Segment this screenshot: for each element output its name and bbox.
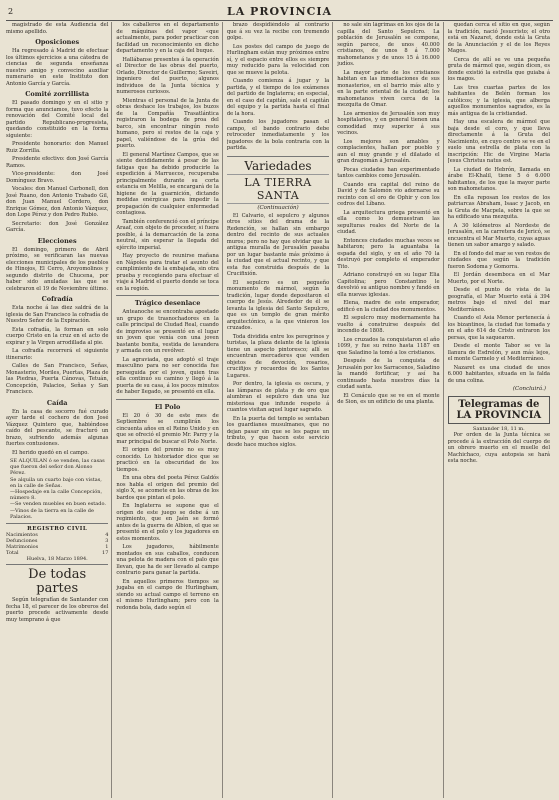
article-continuation: (Continuación): [257, 204, 299, 211]
paragraph: Los armenios de Jerusalén son muy hospitalarios, y en general tienen una comodidad muy superior á sus vecinos.: [337, 110, 440, 136]
column-5: [448, 22, 553, 798]
paragraph: Las tres cuartas partes de los habitantes de Belén forman los católicos; y la iglesia, que alberga aquellos monumentos sagrados, es la más antigua de la cristiandad.: [447, 84, 551, 117]
paragraph: Presidente honorario: don Manuel Ruiz Zorrilla.: [6, 141, 109, 154]
paragraph: Elena, madre de este emperador, edificó en la ciudad dos monumentos.: [337, 300, 440, 313]
paragraph: En una obra del poeta Pérez Galdós nos habla el origen del premio del siglo X, se acomete en las obras de los bardos que pintan el polo.: [116, 475, 219, 501]
paragraph: Hay proyecto de reunirse mañana en Nápoles para tratar el asunto del cumplimiento de la embajada, sin otra prueba y recogiendo para efectuar el viaje á Madrid el puerto donde se toca en la región.: [116, 253, 219, 292]
newspaper-title: LA PROVINCIA: [226, 5, 333, 18]
paragraph: También conferenció con el príncipe Araaf, con objeto de proceder, si fuera posible, á la demarcación de la zona neutral, sin esperar la llegada del ejército imperial.: [116, 218, 219, 251]
registry-date: Huelva, 18 Marzo 1894.: [26, 556, 88, 563]
table-row: Total 17: [6, 550, 109, 557]
paragraph: Vice-presidente: don José Domínguez Bravo.: [6, 171, 109, 184]
columns: [6, 22, 553, 798]
paragraph: Desde el monte Tabor se ve la llanura de Esdrelón, y aun más lejos, el monte Carmelo y el Mediterráneo.: [447, 343, 551, 362]
paragraph: Cuando comienza á jugar y la partida, y el tiempo de los exámenes del partido de Inglaterra; en especial, en el caso del capitán, sale el capitán del equipo y la partida hasta el final de la hora.: [226, 78, 330, 117]
paragraph: El Calvario, el sepulcro y algunos otros sitios del drama de la Redención, se hallan sin embargo dentro del recinto de sus actuales muros; pero no hay que olvidar que la antigua muralla de Jerusalén pasaba por un lugar bastante más próximo á la ciudad que el actual recinto, y que esta fue construida después de la Crucifixión.: [226, 212, 330, 277]
paragraph: Anteanoche se encontraba apostado un grupo de trasnochadores en la calle principal de Ciudad Real, cuando de improviso se presentó en el lugar un joven que venía con una joven bastante bonita, vestida de lavandera y armada con un revólver.: [116, 309, 219, 354]
paragraph: magistrado de esta Audiencia del mismo apellido.: [6, 22, 109, 35]
page-number: 2: [8, 7, 14, 16]
dateline: Santander 18, 11 m.: [472, 426, 525, 432]
paragraph: Presidente efectivo: don José García Ramos.: [6, 156, 109, 169]
paragraph: Por dentro, la iglesia es oscura, y las lámparas de plata y de oro que alumbran el sepulcro dan una luz misteriosa que infunde respeto á cuantos visitan aquel lugar sagrado.: [226, 381, 330, 413]
paragraph: Secretario: don José González García.: [6, 220, 109, 233]
paragraph: El sepulcro es un pequeño monumento de mármol, según la tradición, lugar donde depositaron el cuerpo de Jesús. Alrededor de él se levanta la iglesia del Santo Sepulcro, que es un templo de gran mérito arquitectónico, a la que vinieron los cruzados.: [226, 279, 330, 331]
paragraph: En el fondo del mar se ven restos de ciudades que según la tradición fueron Sodoma y Gomorra.: [447, 250, 551, 270]
paragraph: Cuando el Asia Menor pertenecía á los bizantinos, la ciudad fue tomada y en el año 614 de Cristo entraron los persas, que la saquearon.: [447, 315, 551, 341]
paragraph: A 30 kilómetros al Nordeste de Jerusalén, en la carretera de Jericó, se encuentra el Mar Muerto, cuyas aguas tienen un sabor amargo y salado.: [447, 222, 551, 248]
paragraph: Calles de San Francisco, Señas, Monasterio, Moriles, Puertas, Plaza de las Piedras, Puerta Cánovas, Tetuán, Concepción, Palacios, Señas y San Francisco.: [6, 363, 109, 395]
paragraph: En Inglaterra se supone que el origen de este juego se debe á un regimiento, que en Jaén se formó antes de la guerra de Albion, el que se presentó en el polo y los jugadores en estos momentos.: [116, 503, 219, 542]
section-heading: Comité zorrillista: [25, 90, 90, 98]
paragraph: Mientras el personal de la Junta de obras deshace los trabajos, los buzos de la Compañía Trasatlántica registraron la bodega de proa del barco, sin encontrar ningún resto humano, pero sí restos de la caja y papel, valiéndose de la grúa del puerto.: [116, 97, 219, 149]
classified-ads: SE ALQUILAN ó se venden, las casas que fueron del señor don Alonso Pérez. Se alquila un cuarto bajo con vistas, en la calle de Señas. —Hospedaje en la calle Concepción, número 8. —Se venden muebles en buen estado. —Vinos de la tierra en la calle de Palacios.: [10, 458, 106, 520]
divider: [116, 295, 218, 296]
paragraph: Los cruzados la conquistaron el año 1099, y fue su reino hasta 1187 en que Saladino la tomó a los cristianos.: [337, 336, 440, 356]
paragraph: La mayor parte de los cristianos habitan en las inmediaciones de sus monasterios, en el barrio más alto y en la parte oriental de la ciudad; los mahometanos viven cerca de la mezquita de Omar.: [337, 69, 440, 108]
paragraph: En la puerta del templo se sentaban los guardianes musulmanes, que no dejan pasar sin que se les pague un tributo, y que hacen este servicio desde hace muchos siglos.: [226, 415, 330, 448]
paragraph: El sepulcro muy modernamente ha vuelto á construirse después del incendio de 1808.: [337, 315, 440, 334]
divider: [116, 399, 218, 400]
paragraph: Desde el punto de vista de la geografía, el Mar Muerto está á 394 metros bajo el nivel del mar Mediterráneo.: [447, 287, 551, 313]
section-heading: El Polo: [154, 402, 181, 411]
paragraph: La agraviada, que adoptó el traje masculino para no ser conocida fue perseguida por el joven, quien tras ella continuó su camino y llegó á la puerta de su casa, á los pocos minutos de haber llegado, se presentó en ella.: [116, 356, 219, 395]
paragraph: Adriano construyó en su lugar Elia Capitolina; pero Constantino le devolvió su antiguo nombre y fundó en ella nuevas iglesias.: [337, 272, 440, 298]
paragraph: Después de la conquista de Jerusalén por los Sarracenos, Saladino la mandó fortificar, y así ha continuado hasta nuestros días la ciudad santa.: [337, 358, 440, 390]
paragraph: Cuando los jugadores pasan el campo, el bando contrario debe retroceder inmediatamente y los jugadores de la bola contraria con la partida.: [226, 119, 330, 151]
paragraph: Hay una escalera de mármol que baja desde el coro, y que lleva directamente á la Gruta del Nacimiento, en cuyo centro se ve en el suelo una estrella de plata con la inscripción: Hic de Virgine Maria Jesus Christus natus est.: [447, 119, 551, 164]
paragraph: El domingo, primero de Abril próximo, se verificaran las nuevas elecciones municipales de los pueblos de Hinojos, El Cerro, Aroyomolinos y segundo distrito de Chucena, por haber sido anuladas las que se celebraron el 19 de Noviembre último.: [6, 246, 109, 292]
paragraph: El Jordán desemboca en el Mar Muerto, por el Norte.: [447, 272, 551, 285]
paragraph: Según telegrafían de Santander con fecha 18, el parecer de los obreros del puerto procede activamente desde muy temprano á que: [6, 597, 109, 623]
table-row: Matrimonios 1: [6, 544, 109, 551]
paragraph: Los postes del campo de juego de Hurlingham están muy próximos entre sí, y el espacio entre ellos es siempre muy reducido para la velocidad con que se mueve la pelota.: [226, 43, 330, 76]
section-heading: Elecciones: [37, 236, 77, 245]
paragraph: Esta noche á las diez saldrá de la iglesia de San Francisco la cofradía de Nuestro Señor de la Expiración.: [6, 305, 109, 324]
table-row: Nacimientos 4: [6, 532, 109, 539]
paragraph: brazo despidiéndolo al contrario que á su vez la recibe con tremendo golpe.: [226, 22, 330, 41]
article-section-title: Variedades: [227, 156, 329, 173]
section-title: De todas partes: [28, 567, 87, 597]
paragraph: En ella reposan los restos de los patriarcas Abraham, Isaac y Jacob, en la Gruta de Macpela, sobre la que se ha edificado una mezquita.: [447, 194, 551, 220]
paragraph: La arquitectura griega presentó en ella como lo demuestran las sepulturas reales del Norte de la ciudad.: [337, 209, 440, 235]
paragraph: El Cenáculo que se ve en el monte de Sion, es un edificio de una planta.: [337, 392, 440, 405]
paragraph: Nazaret es una ciudad de unos 6.000 habitantes, situada en la falda de una colina.: [447, 364, 551, 384]
paragraph: El 20 ó 30 de este mes de Septiembre se cumplirán los cincuenta años en el Reino Unido y en que se ofreció el premio Mr. Parry y la mar principal de buscar el Polo Norte.: [116, 412, 219, 445]
paragraph: En la casa de socorro fué curado ayer tarde el cochero de don José Vázquez Quintero que, habiéndose caído del pescante, se fracturó un brazo, sufriendo además algunas fuertes contusiones.: [6, 408, 109, 447]
paragraph: no sale sin lágrimas en los ojos de la capilla del Santo Sepulcro. La población de Jerusalén se compone, según parece, de unos 40.000 cristianos, de unos 8 á 7.000 mahometanos y de unos 15 á 16.000 judíos.: [337, 22, 440, 67]
paragraph: quedan cerca el sitio en que, según la tradición, nació Jesucristo; el otro está en Nazaret, donde está la Gruta de la Anunciación y el de los Reyes Magos.: [447, 22, 551, 54]
continuation-note: (Concluirá.): [512, 386, 547, 392]
table-row: Defunciones 3: [6, 538, 109, 545]
paragraph: Cuando era capital del reino de David y de Salomón vio adornarse su recinto con el oro de Ophir y con los cedros del Líbano.: [337, 181, 440, 207]
paragraph: Los mejores son amables y complacientes, hallan por pueblo y aun el muy grande y el dilatado el gran dragomán á Jerusalén.: [337, 138, 440, 164]
paragraph: Esta cofradía, la forman en solo cuerpo Cristo en la cruz en el acto de expirar y la Virgen arrodillada al pie.: [6, 326, 109, 346]
paragraph: Hallábanse presentes á la operación el Director de las obras del puerto, Orlado, Director de Guillermo; Saveiri, ingeniero del puerto, algunos individuos de la Junta técnica y numerosos curiosos.: [116, 56, 219, 95]
telegrams-heading: Telegramas de LA PROVINCIA: [448, 396, 550, 424]
column-3: [227, 22, 333, 798]
paragraph: El general Martínez Campos, que se siente decididamente á pesar de las fatigas que ha debido producirle la expedición á Marruecos, recuperaba principalmente durante su corta estancia en Melilla, se encargará de la higiene de la guarnición, dictando medidas enérgicas para impedir la propagación de cualquier enfermedad contagiosa.: [116, 151, 219, 216]
paragraph: La cofradía recorrerá el siguiente itinerario:: [6, 348, 109, 361]
paragraph: Toda dividida entre los peregrinos y turistas, la plaza delante de la iglesia tiene un aspecto pintoresco; allí se encuentran mercaderes que venden objetos de devoción, rosarios, crucifijos y recuerdos de los Santos Lugares.: [226, 333, 330, 379]
paragraph: En aquellos primeros tiempos se jugaba en el campo de Hurlingham, siendo su actual campo el terreno en el mismo Hurlingham; pero con la redonda bola, dado según el: [116, 578, 219, 611]
paragraph: Vocales: don Manuel Carbonell, don José Ruano, don Antonio Trabado Gil, don Juan Manuel Cordero, don Enrique Gómez, don Antonio Vázquez, don Lope Pérez y don Pedro Rubio.: [6, 186, 109, 218]
paragraph: Ha regresado á Madrid de efectuar los últimos ejercicios a una cátedra de ciencias de segunda enseñanza nuestro amigo y convecino auxiliar numerario en este Instituto don Antonio García y García.: [6, 48, 109, 87]
registry-heading: REGISTRO CIVIL: [27, 526, 88, 533]
column-1: [6, 22, 112, 798]
article-title: LA TIERRA SANTA: [227, 174, 329, 204]
paragraph: El herido quedó en el campo.: [12, 449, 89, 456]
paragraph: La ciudad de Hebrón, llamada en árabe El-Khalil, tiene 5 ó 6.000 habitantes, de los que la mayor parte son mahometanos.: [447, 166, 551, 192]
paragraph: Cerca de allí se ve una pequeña gruta de mármol que, según dicen, es donde existió la estrella que guiaba á los magos.: [447, 56, 551, 82]
paragraph: los caballeros en el departamento de máquinas del vapor «que actualmente, para poder practicar con facilidad un reconocimiento en dicho departamento y en la caja del buque.: [116, 22, 219, 54]
paragraph: Pocas ciudades han experimentado tantos cambios como Jerusalén.: [337, 166, 440, 179]
registry-box: [6, 523, 108, 565]
paragraph: El pasado domingo y en el sitio y forma que anunciamos, tuvo efecto la renovación del Comité local del partido Republicano-progresista, quedando constituido en la forma siguiente:: [6, 100, 109, 139]
paragraph: Los jugadores, hábilmente montados en sus caballos, conducen una pelota de madera con el palo que llevan, que ha de ser llevado al campo contrario para ganar la partida.: [116, 544, 219, 576]
section-heading: Trágico desenlace: [134, 299, 201, 307]
column-2: [116, 22, 222, 798]
paragraph: Por orden de la Junta técnica se procede á la extracción del cuerpo de un obrero muerto en el muelle del Machichaco, cuya autopsia se hará esta noche.: [447, 432, 551, 464]
paragraph: Entonces ciudades muchas veces se habitaron; pero la aguantaba la espada del siglo, y en el año 70 la destruyó por completo el emperador Tito.: [337, 237, 440, 270]
column-4: [337, 22, 443, 798]
masthead: [6, 4, 553, 21]
section-heading: Cofradía: [41, 295, 73, 303]
paragraph: El origen del premio no es muy conocido. Lo historiador dice que se practicó en la obscuridad de los tiempos.: [116, 447, 219, 473]
section-heading: Caída: [46, 398, 68, 407]
section-heading: Oposiciones: [35, 38, 80, 46]
